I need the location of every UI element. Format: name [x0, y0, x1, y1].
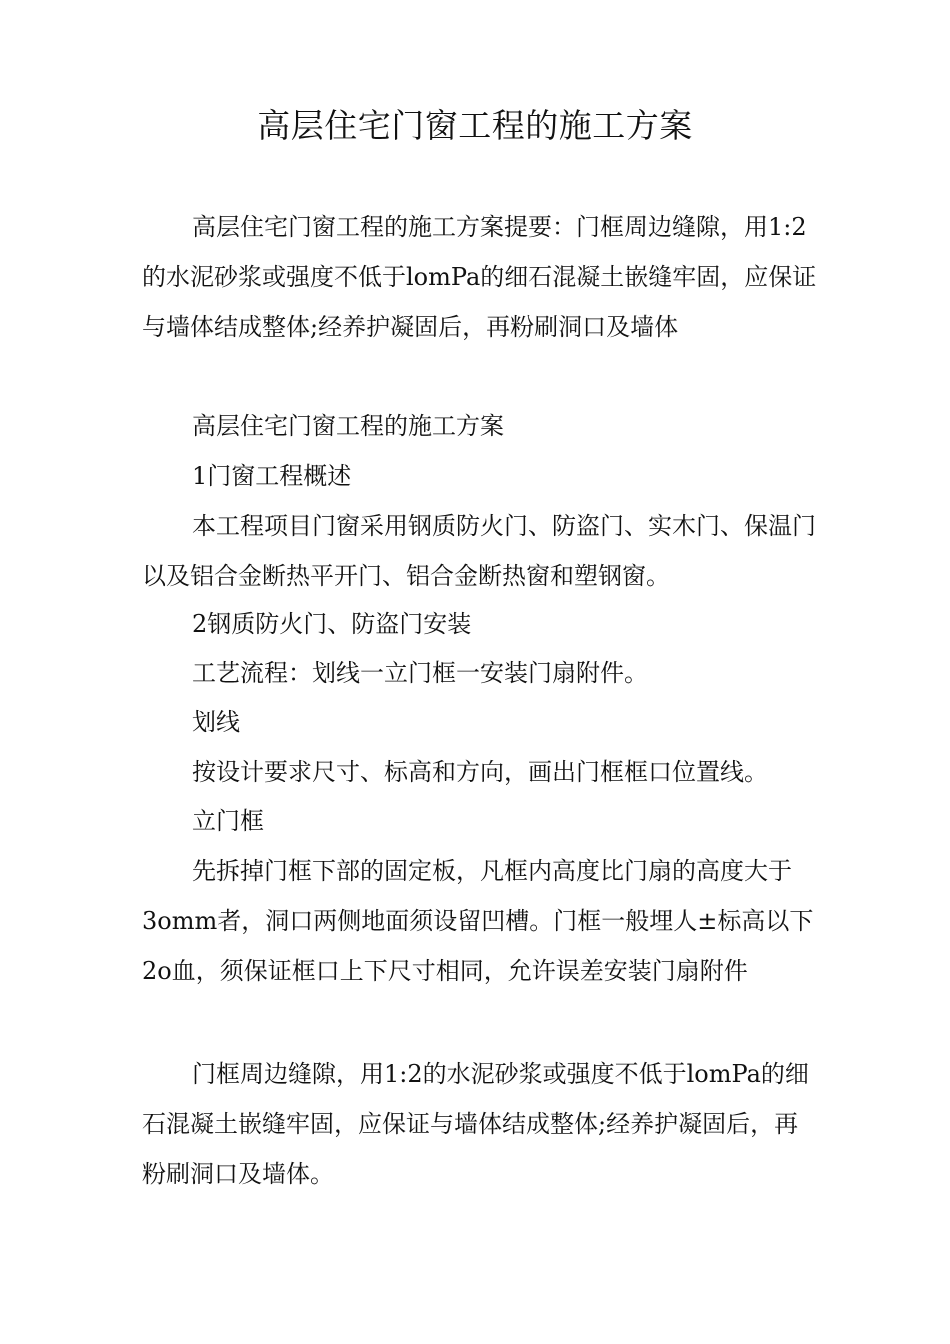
step-marking-body: 按设计要求尺寸、标高和方向，画出门框框口位置线。 [192, 758, 768, 786]
step-frame-body: 先拆掉门框下部的固定板，凡框内高度比门扇的高度大于3omm者，洞口两侧地面须设留凹槽。门框一般埋人±标高以下2o血，须保证框口上下尺寸相同，允许误差安装门扇附件 [142, 857, 814, 985]
section-1-heading: 1门窗工程概述 [192, 462, 352, 490]
document-title: 高层住宅门窗工程的施工方案 [257, 106, 693, 145]
section-2-heading: 2钢质防火门、防盗门安装 [192, 610, 472, 638]
step-frame-heading: 立门框 [192, 807, 264, 835]
section-1-body: 本工程项目门窗采用钢质防火门、防盗门、实木门、保温门以及铝合金断热平开门、铝合金断热窗和塑钢窗。 [142, 512, 816, 590]
process-flow-text: 工艺流程：划线一立门框一安装门扇附件。 [192, 659, 648, 687]
summary-paragraph: 高层住宅门窗工程的施工方案提要：门框周边缝隙，用1:2的水泥砂浆或强度不低于lomPa的细石混凝土嵌缝牢固，应保证与墙体结成整体;经养护凝固后，再粉刷洞口及墙体 [142, 213, 817, 341]
section-subtitle: 高层住宅门窗工程的施工方案 [192, 412, 504, 440]
step-marking-heading: 划线 [192, 708, 240, 736]
gap-filling-paragraph: 门框周边缝隙，用1:2的水泥砂浆或强度不低于lomPa的细石混凝土嵌缝牢固，应保证与墙体结成整体;经养护凝固后，再粉刷洞口及墙体。 [142, 1060, 809, 1188]
